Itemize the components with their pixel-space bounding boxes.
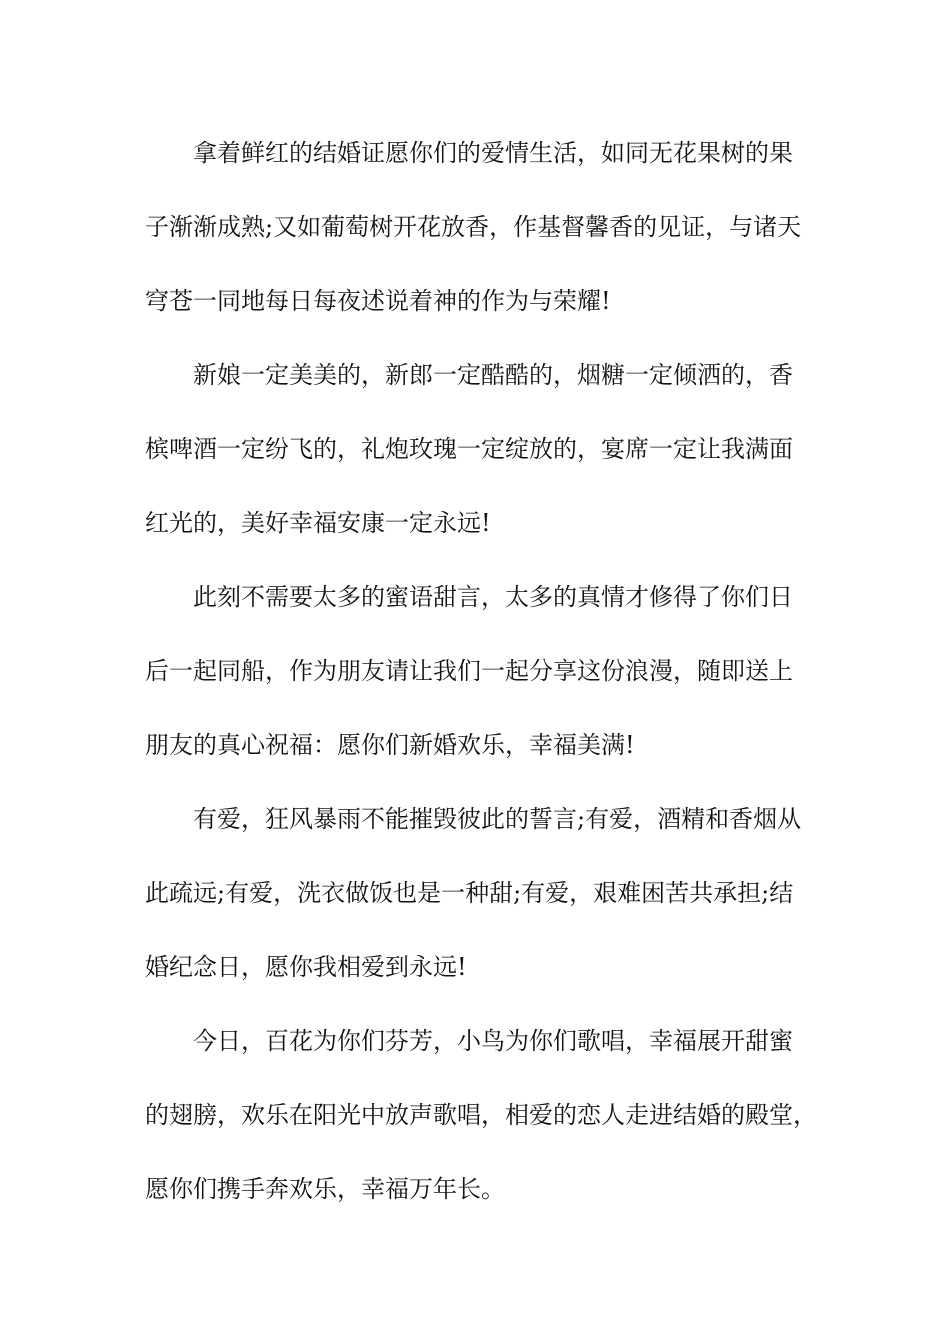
paragraph-line: 此疏远;有爱，洗衣做饭也是一种甜;有爱，艰难困苦共承担;结: [145, 879, 794, 907]
paragraph-line: 红光的，美好幸福安康一定永远!: [145, 509, 491, 537]
paragraph-4: [145, 782, 810, 1004]
paragraph-line: 有爱，狂风暴雨不能摧毁彼此的誓言;有爱，酒精和香烟从: [193, 805, 802, 833]
paragraph-line: 穹苍一同地每日每夜述说着神的作为与荣耀!: [145, 287, 611, 315]
paragraph-line: 的翅膀，欢乐在阳光中放声歌唱，相爱的恋人走进结婚的殿堂，: [145, 1101, 817, 1129]
paragraph-line: 子渐渐成熟;又如葡萄树开花放香，作基督馨香的见证，与诸天: [145, 213, 802, 241]
paragraph-line: 朋友的真心祝福：愿你们新婚欢乐，幸福美满!: [145, 731, 635, 759]
paragraph-5: [145, 1004, 817, 1226]
paragraph-line: 婚纪念日，愿你我相爱到永远!: [145, 953, 467, 981]
paragraph-2: [145, 338, 810, 560]
paragraph-3: [145, 560, 810, 782]
paragraph-1: [145, 116, 810, 338]
document-body: [145, 116, 817, 1226]
paragraph-line: 槟啤酒一定纷飞的，礼炮玫瑰一定绽放的，宴席一定让我满面: [145, 435, 793, 463]
paragraph-line: 愿你们携手奔欢乐，幸福万年长。: [145, 1175, 505, 1203]
paragraph-line: 后一起同船，作为朋友请让我们一起分享这份浪漫，随即送上: [145, 657, 793, 685]
paragraph-line: 拿着鲜红的结婚证愿你们的爱情生活，如同无花果树的果: [193, 139, 793, 167]
paragraph-line: 新娘一定美美的，新郎一定酷酷的，烟糖一定倾洒的，香: [193, 361, 793, 389]
paragraph-line: 此刻不需要太多的蜜语甜言，太多的真情才修得了你们日: [193, 583, 793, 611]
paragraph-line: 今日，百花为你们芬芳，小鸟为你们歌唱，幸福展开甜蜜: [193, 1027, 793, 1055]
